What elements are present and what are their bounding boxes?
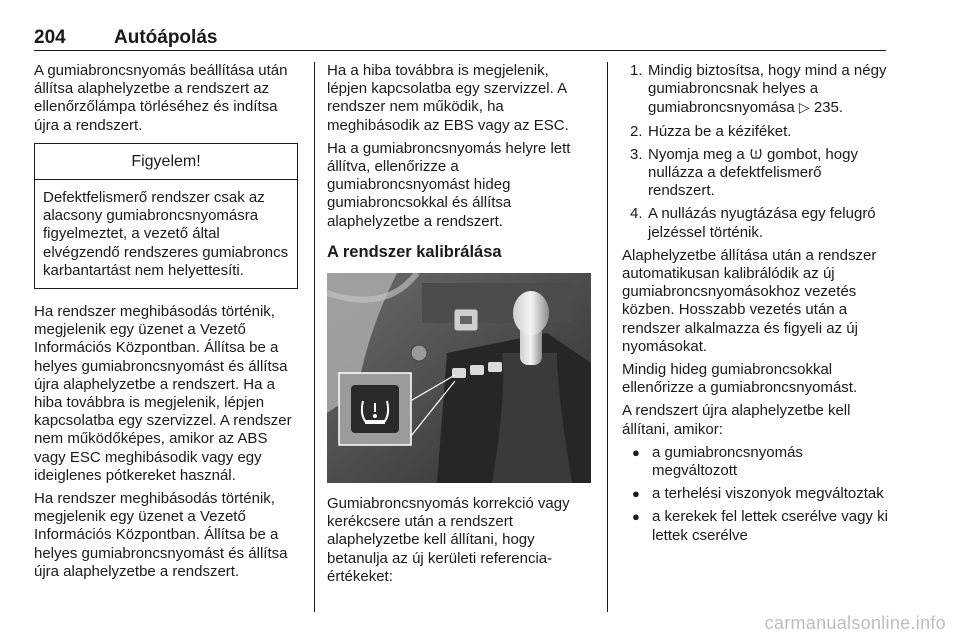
step-number: 1.	[630, 62, 643, 79]
step-text: Mindig biztosítsa, hogy mind a négy gumiabroncsnak helyes a gumiabroncsnyomása	[648, 62, 887, 117]
section-heading: A rendszer kalibrálása	[327, 242, 502, 261]
paragraph: Ha rendszer meghibásodás történik, megjelenik egy üzenet a Vezető Információs Központban. Állítsa be a helyes gumiabroncsnyomást és állítsa újra alaphelyzetbe a rendszert.	[34, 490, 288, 580]
step-text: A nullázás nyugtázása egy felugró jelzéssel történik.	[648, 205, 876, 241]
bullet-icon: ●	[632, 444, 640, 460]
bullet-text: a terhelési viszonyok megváltoztak	[652, 485, 884, 503]
bullet-icon: ●	[632, 509, 640, 525]
bullet-text: a kerekek fel lettek cserélve vagy ki lettek cserélve	[652, 508, 888, 544]
page-number: 204	[34, 27, 66, 48]
step-number: 3.	[630, 145, 643, 163]
step-text: gombot, hogy nullázza a defektfelismerő rendszert.	[648, 145, 858, 200]
page-title: Autóápolás	[114, 27, 218, 48]
paragraph: A rendszert újra alaphelyzetbe kell állítani, amikor:	[622, 402, 851, 438]
page-ref[interactable]: 235.	[813, 99, 844, 117]
list-item	[622, 123, 888, 141]
list-item	[622, 62, 888, 118]
tire-pressure-warning-icon	[749, 147, 763, 161]
paragraph: A gumiabroncsnyomás beállítása után állítsa alaphelyzetbe a rendszert az ellenőrzőlámpa törléséhez és indítsa újra a rendszert.	[34, 62, 288, 134]
column-right	[622, 62, 888, 550]
center-console-photo	[327, 273, 591, 483]
console-illustration	[327, 273, 591, 483]
bullet-icon: ●	[632, 486, 640, 502]
column-left	[34, 62, 302, 586]
step-text: Nyomja meg a	[648, 145, 745, 163]
notice-body: Defektfelismerő rendszer csak az alacsony gumiabroncsnyomásra figyelmeztet, a vezető által elvégzendő rendszeres gumiabroncs karbantartást nem helyettesíti.	[43, 189, 289, 279]
column-middle	[327, 62, 591, 591]
page-header	[34, 28, 886, 51]
paragraph: Alaphelyzetbe állítása után a rendszer automatikusan kalibrálódik az új gumiabroncsnyomásokhoz vezetés közben. Hosszabb vezetés után a rendszer alkalmazza és figyeli az új nyomásokat.	[622, 246, 877, 355]
paragraph: Ha a hiba továbbra is megjelenik, lépjen kapcsolatba egy szervizzel. A rendszer nem működik, ha meghibásodik az EBS vagy az ESC.	[327, 62, 569, 134]
watermark: carmanualsonline.info	[764, 613, 946, 633]
column-divider	[607, 62, 608, 612]
page-ref-arrow-icon: ▷	[798, 99, 810, 116]
list-item	[622, 444, 888, 480]
step-number: 2.	[630, 122, 643, 140]
bullet-text: a gumiabroncsnyomás megváltozott	[652, 443, 803, 480]
paragraph: Mindig hideg gumiabroncsokkal ellenőrizze a gumiabroncsnyomást.	[622, 361, 858, 397]
list-item	[622, 146, 888, 201]
list-item	[622, 508, 888, 544]
notice-heading: Figyelem!	[35, 144, 297, 180]
figure-caption: Gumiabroncsnyomás korrekció vagy kerékcsere után a rendszert alaphelyzetbe kell állítani, hogy betanulja az új kerületi referencia-értékeket:	[327, 495, 570, 585]
list-item	[622, 485, 888, 503]
list-item	[622, 205, 888, 241]
paragraph: Ha rendszer meghibásodás történik, megjelenik egy üzenet a Vezető Információs Központban. Állítsa be a helyes gumiabroncsnyomást és állítsa újra alaphelyzetbe a rendszert. Ha a hiba továbbra is megjelenik, lépjen kapcsolatba egy szervizzel. A rendszer nem működőképes, amikor az ABS vagy ESC meghibásodik vagy egy ideiglenes pótkereket használ.	[34, 303, 292, 484]
paragraph: Ha a gumiabroncsnyomás helyre lett állítva, ellenőrizze a gumiabroncsnyomást hideg gumiabroncsokkal és állítsa alaphelyzetbe a rendszert.	[327, 139, 571, 230]
step-text: Húzza be a kéziféket.	[648, 122, 792, 140]
steps-list	[622, 62, 888, 242]
step-number: 4.	[630, 205, 643, 223]
notice-box	[34, 143, 298, 289]
bullet-list	[622, 444, 888, 545]
column-divider	[314, 62, 315, 612]
